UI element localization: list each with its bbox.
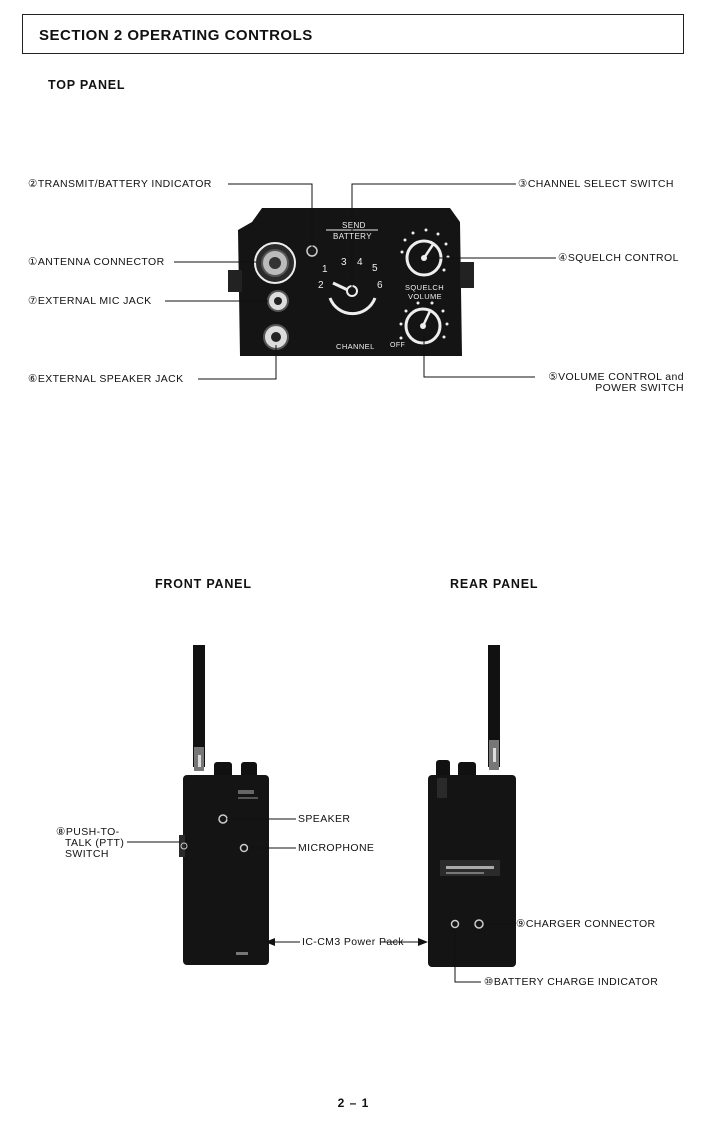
transmit-indicator-icon [307, 246, 317, 256]
send-label: SEND [342, 221, 366, 230]
antenna-connector-label: ①ANTENNA CONNECTOR [28, 256, 165, 268]
channel-1-label: 1 [322, 264, 328, 275]
section-title: SECTION 2 OPERATING CONTROLS [39, 27, 313, 44]
volume-control-label-line1: ⑤VOLUME CONTROL and [548, 371, 684, 383]
off-label: OFF [390, 342, 406, 349]
transmit-battery-indicator-label: ②TRANSMIT/BATTERY INDICATOR [28, 178, 212, 190]
top-panel-heading: TOP PANEL [48, 78, 126, 92]
ptt-label-line1: ⑧PUSH-TO- [56, 826, 120, 838]
external-mic-jack-label: ⑦EXTERNAL MIC JACK [28, 295, 152, 307]
external-speaker-jack-label: ⑥EXTERNAL SPEAKER JACK [28, 373, 184, 385]
volume-device-label: VOLUME [408, 292, 443, 301]
battery-label: BATTERY [333, 232, 372, 241]
charger-connector-label: ⑨CHARGER CONNECTOR [516, 918, 656, 930]
channel-6-label: 6 [377, 280, 383, 291]
external-mic-jack-icon [268, 291, 288, 311]
ptt-label-line2: TALK (PTT) [65, 837, 125, 849]
antenna-connector-icon [255, 243, 295, 283]
channel-select-switch-label: ③CHANNEL SELECT SWITCH [518, 178, 674, 190]
channel-3-label: 3 [341, 257, 347, 268]
channel-1b-label: 2 [318, 280, 324, 291]
channel-5-label: 5 [372, 263, 378, 274]
squelch-control-label: ④SQUELCH CONTROL [558, 252, 679, 264]
power-pack-arrow-right-icon [418, 938, 428, 946]
volume-control-label-line2: POWER SWITCH [595, 382, 684, 394]
rear-panel-device [428, 645, 516, 967]
front-panel-heading: FRONT PANEL [155, 577, 252, 591]
page-number: 2 – 1 [337, 1096, 370, 1110]
channel-label: CHANNEL [336, 342, 375, 351]
power-pack-label: IC-CM3 Power Pack [302, 936, 404, 948]
battery-charge-indicator-label: ⑩BATTERY CHARGE INDICATOR [484, 976, 659, 988]
microphone-label: MICROPHONE [298, 842, 375, 854]
front-panel-device [179, 645, 269, 965]
channel-4-label: 4 [357, 257, 363, 268]
ptt-label-line3: SWITCH [65, 848, 109, 860]
squelch-device-label: SQUELCH [405, 283, 445, 292]
rear-panel-heading: REAR PANEL [450, 577, 539, 591]
speaker-label: SPEAKER [298, 813, 351, 825]
